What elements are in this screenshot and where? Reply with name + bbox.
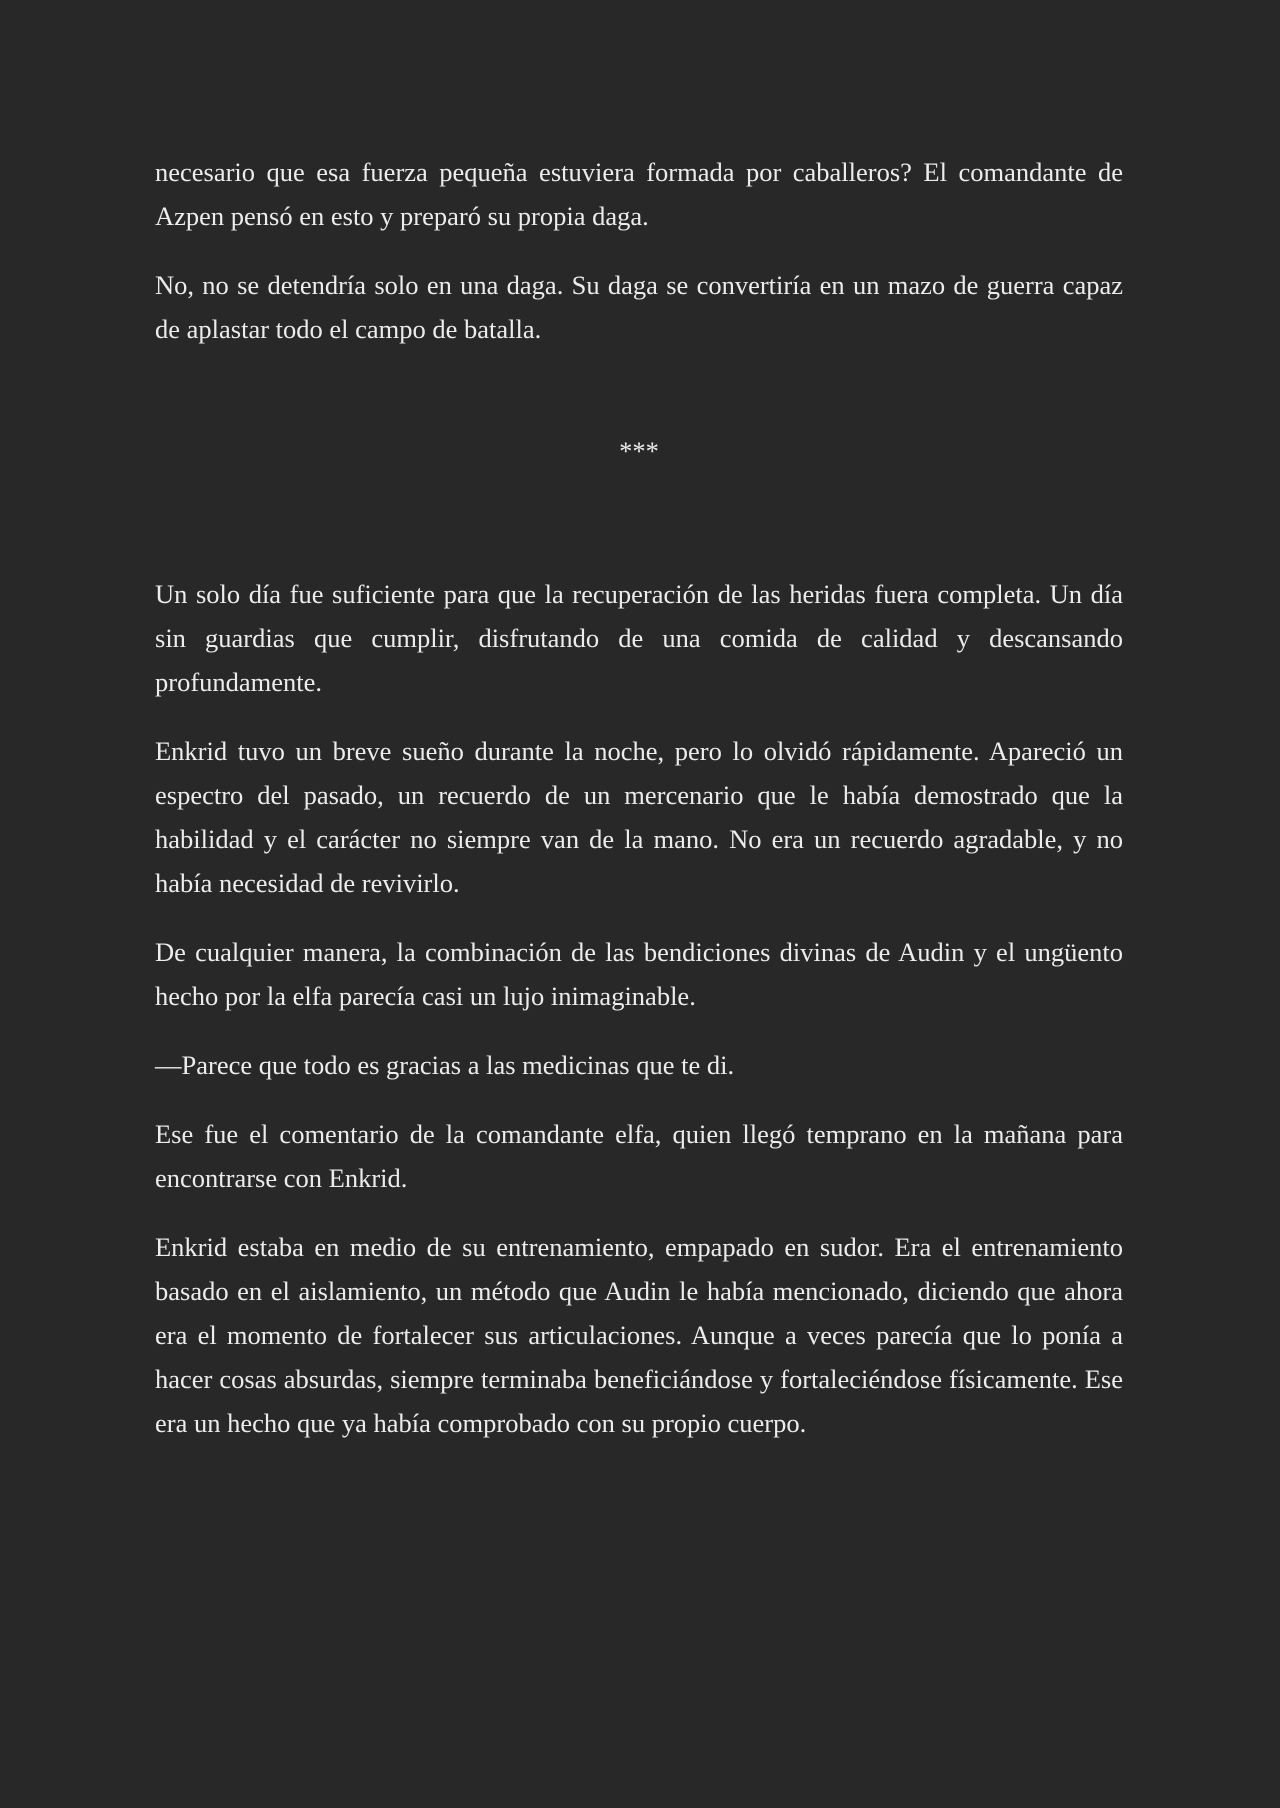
reader-page: [155, 150, 1123, 1470]
dialogue-line: —Parece que todo es gracias a las medicinas que te di.: [155, 1050, 735, 1080]
paragraph: De cualquier manera, la combinación de las bendiciones divinas de Audin y el ungüento hecho por la elfa parecía casi un lujo inimaginable.: [155, 937, 1123, 1011]
paragraph: Enkrid estaba en medio de su entrenamiento, empapado en sudor. Era el entrenamiento basado en el aislamiento, un método que Audin le había mencionado, diciendo que ahora era el momento de fortalecer sus articulaciones. Aunque a veces parecía que lo ponía a hacer cosas absurdas, siempre terminaba beneficiándose y fortaleciéndose físicamente. Ese era un hecho que ya había comprobado con su propio cuerpo.: [155, 1232, 1123, 1438]
paragraph: Enkrid tuvo un breve sueño durante la noche, pero lo olvidó rápidamente. Apareció un espectro del pasado, un recuerdo de un mercenario que le había demostrado que la habilidad y el carácter no siempre van de la mano. No era un recuerdo agradable, y no había necesidad de revivirlo.: [155, 736, 1123, 898]
paragraph: No, no se detendría solo en una daga. Su daga se convertiría en un mazo de guerra capaz de aplastar todo el campo de batalla.: [155, 270, 1123, 344]
paragraph: Un solo día fue suficiente para que la recuperación de las heridas fuera completa. Un día sin guardias que cumplir, disfrutando de una comida de calidad y descansando profundamente.: [155, 579, 1123, 697]
paragraph: necesario que esa fuerza pequeña estuviera formada por caballeros? El comandante de Azpen pensó en esto y preparó su propia daga.: [155, 157, 1123, 231]
scene-break: ***: [619, 436, 659, 466]
paragraph: Ese fue el comentario de la comandante elfa, quien llegó temprano en la mañana para encontrarse con Enkrid.: [155, 1119, 1123, 1193]
